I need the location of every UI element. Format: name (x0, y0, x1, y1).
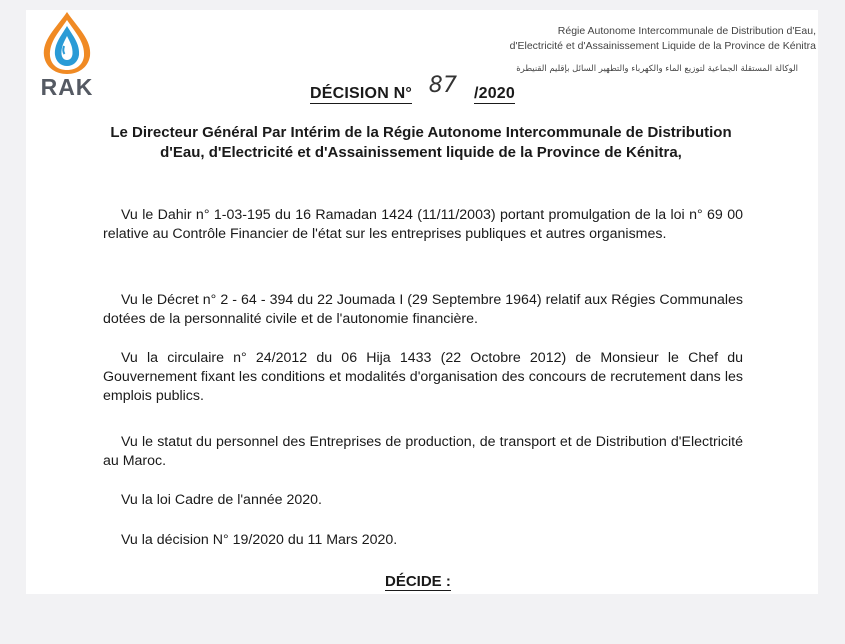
paragraph-decision: Vu la décision N° 19/2020 du 11 Mars 2020. (121, 532, 398, 548)
water-drop-flame-icon (34, 10, 100, 76)
director-heading: Le Directeur Général Par Intérim de la Régie Autonome Intercommunale de Distribution d'Eau, d'Electricité et d'Assainissement liquide de la Province de Kénitra, (110, 124, 732, 161)
decide-heading: DÉCIDE : (385, 573, 451, 590)
organization-name-arabic: الوكالة المستقلة الجماعية لتوزيع الماء والكهرباء والتطهير السائل بإقليم القنيطرة (516, 64, 798, 74)
logo-text: RAK (40, 74, 94, 100)
org-line-1: Régie Autonome Intercommunale de Distribution d'Eau, (557, 25, 816, 37)
paragraph-dahir: Vu le Dahir n° 1-03-195 du 16 Ramadan 1424 (11/11/2003) portant promulgation de la loi n° 69 00 relative au Contrôle Financier de l'état sur les entreprises publiques et autres organismes. (103, 207, 743, 242)
handwritten-decision-number: 87 (428, 73, 458, 98)
rak-logo (30, 10, 104, 106)
paragraph-statut: Vu le statut du personnel des Entreprises de production, de transport et de Distribution d'Electricité au Maroc. (103, 434, 743, 469)
decision-year: /2020 (473, 85, 515, 102)
document-page (26, 10, 818, 594)
paragraph-loi-cadre: Vu la loi Cadre de l'année 2020. (121, 492, 322, 508)
decision-prefix: DÉCISION N° (310, 85, 412, 102)
decision-title (310, 73, 515, 104)
paragraph-decret: Vu le Décret n° 2 - 64 - 394 du 22 Joumada I (29 Septembre 1964) relatif aux Régies Communales dotées de la personnalité civile et de l'autonomie financière. (103, 292, 743, 327)
org-line-2: d'Electricité et d'Assainissement Liquide de la Province de Kénitra (509, 40, 816, 52)
organization-name (510, 24, 816, 54)
paragraph-circulaire: Vu la circulaire n° 24/2012 du 06 Hija 1433 (22 Octobre 2012) de Monsieur le Chef du Gouvernement fixant les conditions et modalités d'organisation des concours de recrutement dans les emplois publics. (103, 350, 743, 404)
